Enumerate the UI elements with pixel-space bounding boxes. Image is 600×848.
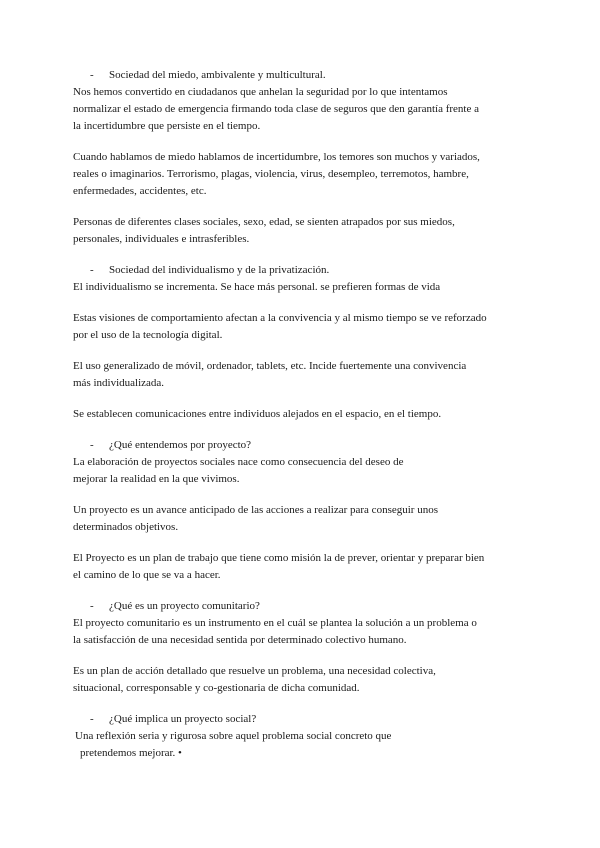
paragraph-line: más individualizada. [73, 377, 165, 389]
paragraph-line: reales o imaginarios. Terrorismo, plagas, violencia, virus, desempleo, terremotos, hambre, [73, 168, 469, 180]
paragraph-line: enfermedades, accidentes, etc. [73, 185, 207, 197]
section-heading: ¿Qué es un proyecto comunitario? [109, 600, 260, 612]
paragraph-line: la incertidumbre que persiste en el tiempo. [73, 120, 261, 132]
paragraph-line: situacional, corresponsable y co-gestionaria de dicha comunidad. [73, 682, 360, 694]
paragraph-line: Cuando hablamos de miedo hablamos de incertidumbre, los temores son muchos y variados, [73, 151, 480, 163]
list-dash: - [90, 600, 94, 612]
list-dash: - [90, 69, 94, 81]
paragraph-line: El Proyecto es un plan de trabajo que tiene como misión la de prever, orientar y preparar bien [73, 552, 485, 564]
list-dash: - [90, 439, 94, 451]
paragraph-line: Un proyecto es un avance anticipado de las acciones a realizar para conseguir unos [73, 504, 438, 516]
section-heading: ¿Qué implica un proyecto social? [109, 713, 257, 725]
paragraph-line: El uso generalizado de móvil, ordenador, tablets, etc. Incide fuertemente una convivencia [73, 360, 467, 372]
paragraph-line: Personas de diferentes clases sociales, sexo, edad, se sienten atrapados por sus miedos, [73, 216, 455, 228]
section-heading: Sociedad del miedo, ambivalente y multicultural. [109, 69, 326, 81]
paragraph-line: el camino de lo que se va a hacer. [73, 569, 221, 581]
paragraph-line: por el uso de la tecnología digital. [73, 329, 223, 341]
paragraph-line: pretendemos mejorar. • [80, 747, 182, 759]
paragraph-line: Es un plan de acción detallado que resuelve un problema, una necesidad colectiva, [73, 665, 436, 677]
paragraph-line: Se establecen comunicaciones entre individuos alejados en el espacio, en el tiempo. [73, 408, 442, 420]
paragraph-line: normalizar el estado de emergencia firmando toda clase de seguros que den garantía frente a [73, 103, 480, 115]
paragraph-line: Nos hemos convertido en ciudadanos que anhelan la seguridad por lo que intentamos [73, 86, 448, 98]
paragraph-line: mejorar la realidad en la que vivimos. [73, 473, 240, 485]
list-dash: - [90, 713, 94, 725]
paragraph-line: personales, individuales e intrasferibles. [73, 233, 250, 245]
paragraph-line: El individualismo se incrementa. Se hace más personal. se prefieren formas de vida [73, 281, 441, 293]
paragraph-line: Una reflexión seria y rigurosa sobre aquel problema social concreto que [75, 730, 392, 742]
section-heading: Sociedad del individualismo y de la privatización. [109, 264, 330, 276]
list-dash: - [90, 264, 94, 276]
paragraph-line: la satisfacción de una necesidad sentida por determinado colectivo humano. [73, 634, 407, 646]
paragraph-line: determinados objetivos. [73, 521, 179, 533]
paragraph-line: Estas visiones de comportamiento afectan a la convivencia y al mismo tiempo se ve reforzado [73, 312, 487, 324]
paragraph-line: El proyecto comunitario es un instrumento en el cuál se plantea la solución a un problema o [73, 617, 477, 629]
paragraph-line: La elaboración de proyectos sociales nace como consecuencia del deseo de [73, 456, 404, 468]
section-heading: ¿Qué entendemos por proyecto? [109, 439, 252, 451]
